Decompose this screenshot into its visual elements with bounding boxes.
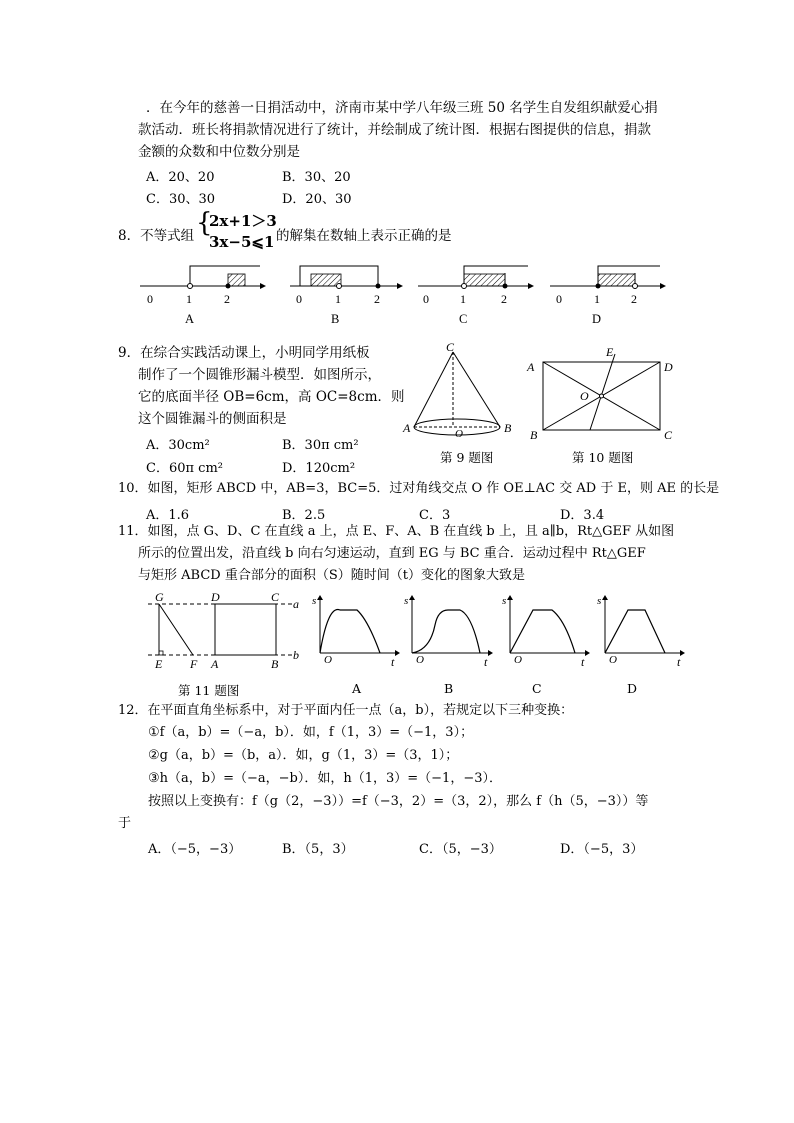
q8-numberline-c [418,266,534,326]
fig-label-a-line: a [293,597,299,611]
q9-stem-line1: 9．在综合实践活动课上，小明同学用纸板 [118,345,370,361]
origin-o: O [514,654,522,666]
q11-graph-c [502,595,590,669]
q8-numberline-b [290,266,403,326]
q11-figure-caption: 第 11 题图 [178,683,240,698]
q8-label-b: B [331,312,340,326]
axis-s: s [404,595,409,607]
axis-t: t [677,655,681,669]
q8-prefix: 8．不等式组 [118,228,195,244]
axis-t: t [484,655,488,669]
axis-t: t [391,655,395,669]
q10-stem: 10．如图，矩形 ABCD 中，AB=3，BC=5．过对角线交点 O 作 OE⊥AC 交 AD 于 E，则 AE 的长是 [118,481,720,496]
axis-s: s [502,595,507,607]
q12-transform-3: ③h（a，b）=（−a，−b）．如，h（1，3）=（−1，−3）． [148,771,502,786]
fig-label-c: C [271,590,280,604]
q9-option-c: C．60π cm² [146,461,223,476]
q11-label-a: A [352,681,362,696]
q7-option-b: B．30、20 [282,170,351,185]
q11-stem-line3: 与矩形 ABCD 重合部分的面积（S）随时间（t）变化的图象大致是 [138,568,525,583]
fig-label-e: E [155,657,163,671]
q8-suffix: 的解集在数轴上表示正确的是 [276,228,452,244]
rect-label-a: A [527,360,535,374]
tick-0: 0 [296,292,302,306]
q11-stem-line2: 所示的位置出发，沿直线 b 向右匀速运动，直到 EG 与 BC 重合．运动过程中 Rt△GEF [138,546,646,561]
q9-stem-line3: 它的底面半径 OB=6cm，高 OC=8cm．则 [138,389,405,405]
q7-option-a: A．20、20 [146,170,215,185]
q12-stem-line5: 按照以上变换有：f（g（2，−3））=f（−3，2）=（3，2），那么 f（h（5，−3））等 [148,794,649,809]
cone-label-b: B [504,421,512,435]
q8-numberline-d [550,266,666,326]
q12-option-b: B．（5，3） [282,842,354,857]
q10-figure-caption: 第 10 题图 [572,450,634,465]
q9-option-b: B．30π cm² [282,438,359,453]
q9-stem-line4: 这个圆锥漏斗的侧面积是 [138,411,287,427]
q11-graph-d [597,595,685,669]
q9-stem-line2: 制作了一个圆锥形漏斗模型．如图所示， [138,367,381,383]
q12-option-a: A．（−5，−3） [148,842,242,857]
q10-option-b: B．2.5 [282,508,326,523]
q8-brace: { [196,208,213,238]
tick-1: 1 [594,292,600,306]
cone-label-a: A [403,421,411,435]
q12-stem-line1: 12．在平面直角坐标系中，对于平面内任一点（a，b），若规定以下三种变换： [118,703,574,718]
axis-s: s [312,595,317,607]
tick-2: 2 [501,292,507,306]
tick-2: 2 [374,292,380,306]
q7-stem-line1: ．在今年的慈善一日捐活动中，济南市某中学八年级三班 50 名学生自发组织献爱心捐 [146,100,658,116]
q11-figures [140,590,700,672]
q9-option-a: A．30cm² [146,438,210,453]
rect-label-d: D [664,360,673,374]
q12-option-c: C．（5，−3） [419,842,502,857]
fig-label-b: B [271,657,279,671]
q12-stem-line6: 于 [118,816,132,831]
tick-1: 1 [335,292,341,306]
q9-option-d: D．120cm² [282,461,356,476]
q12-transform-2: ②g（a，b）=（b，a）．如，g（1，3）=（3，1）； [148,748,459,763]
axis-t: t [581,655,585,669]
axis-s: s [597,595,602,607]
q10-option-a: A．1.6 [146,508,190,523]
rect-label-c: C [664,428,673,442]
q12-transform-1: ①f（a，b）=（−a，b）．如，f（1，3）=（−1，3）； [148,725,474,740]
rect-label-o: O [580,389,589,403]
fig-label-g: G [155,590,164,604]
q11-stem-line1: 11．如图，点 G、D、C 在直线 a 上，点 E、F、A、B 在直线 b 上，且 a∥b，Rt△GEF 从如图 [118,524,675,539]
origin-o: O [416,654,424,666]
tick-0: 0 [556,292,562,306]
q11-label-b: B [444,681,454,696]
q8-inequality-2: 3x−5⩽1 [209,233,275,251]
tick-2: 2 [631,292,637,306]
q10-option-d: D．3.4 [560,508,605,523]
q12-option-d: D．（−5，3） [560,842,644,857]
q7-stem-line3: 金额的众数和中位数分别是 [138,144,300,160]
fig-label-a: A [211,657,219,671]
fig-label-f: F [190,657,198,671]
rect-label-e: E [606,345,614,359]
fig-label-d: D [211,590,220,604]
origin-o: O [609,654,617,666]
q8-number-lines [135,258,675,328]
q7-stem-line2: 款活动．班长将捐款情况进行了统计，并绘制成了统计图．根据右图提供的信息，捐款 [138,122,651,138]
q11-graph-b [404,595,493,669]
q10-option-c: C．3 [419,508,451,523]
rect-label-b: B [530,428,538,442]
q11-graph-a [312,595,400,669]
tick-1: 1 [460,292,466,306]
cone-label-c: C [446,340,455,354]
q9-cone-figure [400,340,520,440]
tick-0: 0 [423,292,429,306]
q9-figure-caption: 第 9 题图 [440,450,494,465]
q10-rectangle-figure [522,342,682,444]
q11-label-c: C [532,681,542,696]
tick-0: 0 [147,292,153,306]
q11-triangle-rectangle-figure [148,590,299,671]
q7-option-d: D．20、30 [282,192,352,207]
fig-label-b-line: b [293,648,299,662]
q8-label-d: D [592,312,602,326]
origin-o: O [324,654,332,666]
cone-label-o: O [455,428,463,440]
q8-label-a: A [185,312,195,326]
q11-label-d: D [627,681,638,696]
q7-option-c: C．30、30 [146,192,216,207]
tick-2: 2 [224,292,230,306]
q8-inequality-1: 2x+1＞3 [209,212,277,230]
tick-1: 1 [186,292,192,306]
q8-label-c: C [459,312,468,326]
q8-numberline-a [140,266,266,326]
